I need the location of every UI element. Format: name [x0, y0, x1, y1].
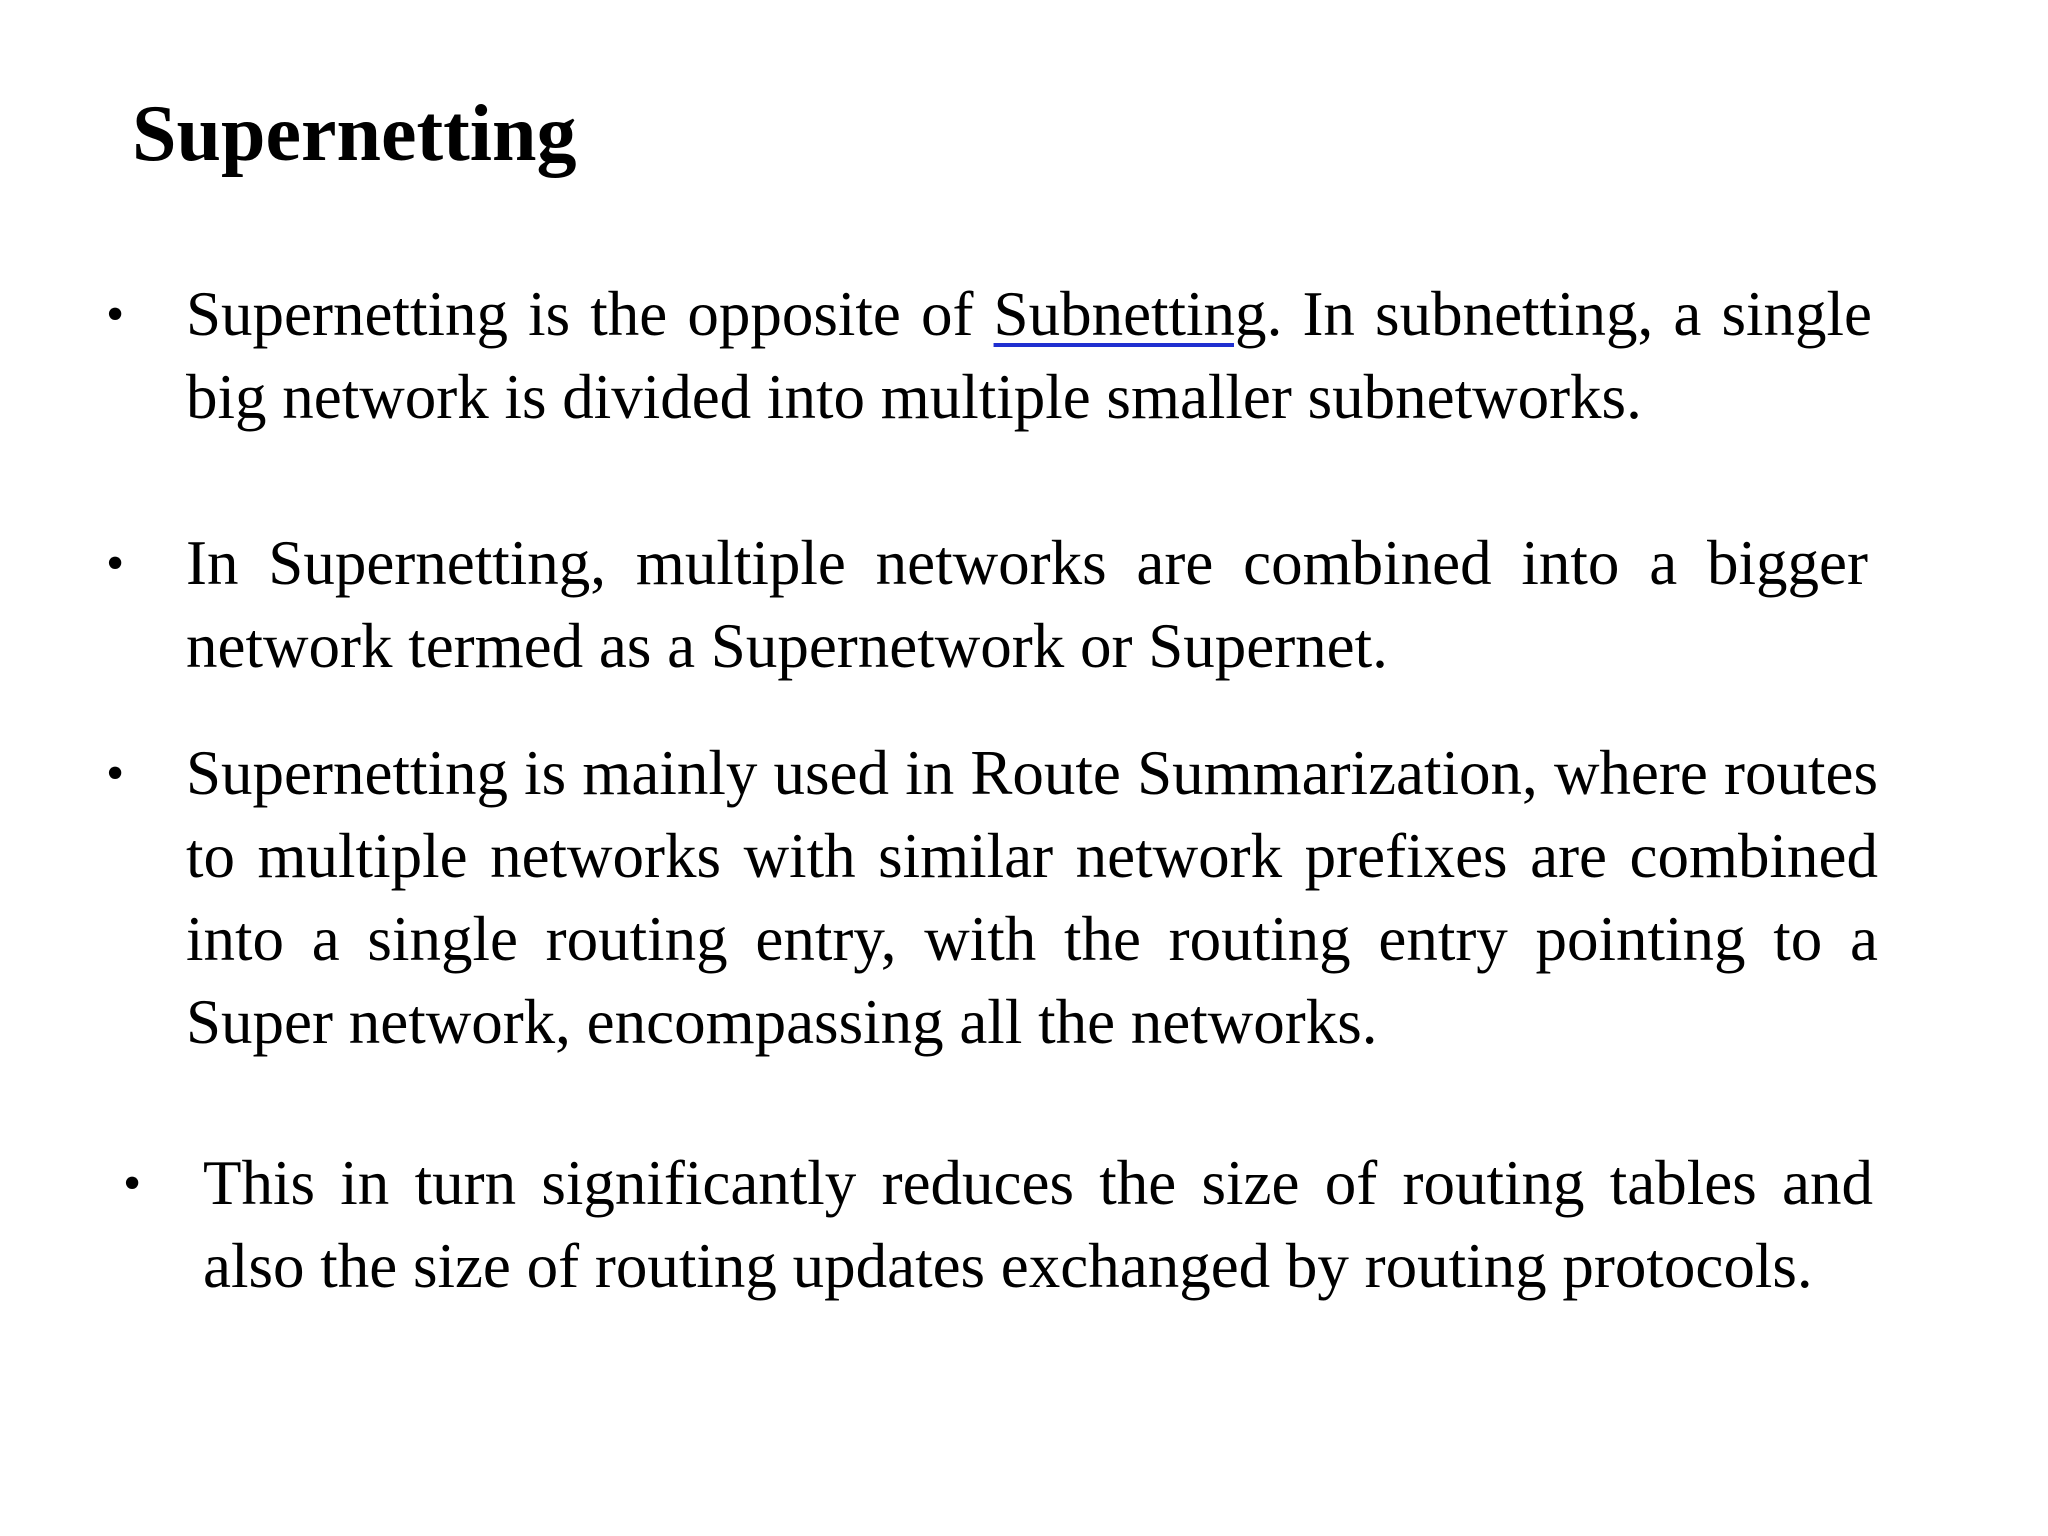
slide-title: Supernetting [132, 90, 577, 178]
bullet-text: This in turn significantly reduces the size of routing tables and also the size of routing updates exchanged by routing protocols. [203, 1148, 1873, 1301]
bullet-dot: • [106, 535, 125, 592]
bullet-item-3 [106, 732, 1878, 1064]
bullet-text: Supernetting is the opposite of [186, 279, 994, 349]
bullet-item-1 [106, 273, 1872, 439]
bullet-text: In Supernetting, multiple networks are combined into a bigger network termed as a Supernetwork or Supernet. [186, 528, 1868, 681]
subnetting-link[interactable]: Subnetting [993, 279, 1267, 349]
bullet-dot: • [106, 745, 125, 802]
bullet-item-4 [123, 1142, 1873, 1308]
bullet-dot: • [106, 286, 125, 343]
bullet-text: Supernetting is mainly used in Route Summarization, where routes to multiple networks with similar network prefixes are combined into a single routing entry, with the routing entry pointing to a Super network, encompassing all the networks. [186, 738, 1878, 1057]
bullet-item-2 [106, 522, 1868, 688]
bullet-text: . In subnetting, a single big network is divided into multiple smaller subnetworks. [186, 279, 1872, 432]
bullet-dot: • [123, 1155, 142, 1212]
